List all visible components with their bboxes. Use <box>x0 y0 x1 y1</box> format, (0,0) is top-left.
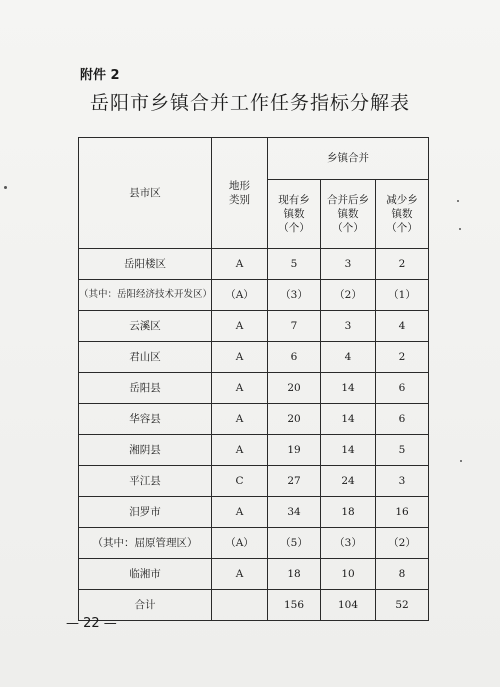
cell-existing: 27 <box>268 466 321 497</box>
cell-reduced: 8 <box>376 559 429 590</box>
table-row <box>79 280 429 311</box>
cell-reduced: 5 <box>376 435 429 466</box>
cell-after: 18 <box>321 497 376 528</box>
cell-existing: 5 <box>268 249 321 280</box>
cell-reduced: 4 <box>376 311 429 342</box>
cell-reduced: 2 <box>376 249 429 280</box>
cell-terrain: （A） <box>212 280 268 311</box>
cell-existing: 20 <box>268 404 321 435</box>
cell-terrain: A <box>212 342 268 373</box>
page-title: 岳阳市乡镇合并工作任务指标分解表 <box>89 92 410 114</box>
cell-after: 14 <box>321 373 376 404</box>
cell-after: 10 <box>321 559 376 590</box>
cell-after: （2） <box>321 280 376 311</box>
cell-county: 湘阴县 <box>79 435 212 466</box>
page-number: — 22 — <box>66 616 117 631</box>
cell-county: 岳阳楼区 <box>79 249 212 280</box>
table-row-total <box>79 590 429 621</box>
cell-terrain: C <box>212 466 268 497</box>
cell-after: 14 <box>321 435 376 466</box>
scan-speck <box>4 186 7 189</box>
table-row <box>79 311 429 342</box>
table-row <box>79 404 429 435</box>
cell-reduced: 52 <box>376 590 429 621</box>
cell-county: 平江县 <box>79 466 212 497</box>
cell-terrain: A <box>212 559 268 590</box>
cell-county: 岳阳县 <box>79 373 212 404</box>
cell-after: 104 <box>321 590 376 621</box>
table-row <box>79 435 429 466</box>
cell-reduced: 2 <box>376 342 429 373</box>
cell-existing: 6 <box>268 342 321 373</box>
cell-terrain: A <box>212 373 268 404</box>
cell-existing: 20 <box>268 373 321 404</box>
cell-existing: 7 <box>268 311 321 342</box>
header-county: 县市区 <box>79 138 212 249</box>
cell-county: （其中：岳阳经济技术开发区） <box>79 280 212 311</box>
cell-county: 君山区 <box>79 342 212 373</box>
table-row <box>79 249 429 280</box>
cell-existing: （3） <box>268 280 321 311</box>
cell-terrain: （A） <box>212 528 268 559</box>
task-allocation-table <box>78 137 429 621</box>
cell-reduced: 16 <box>376 497 429 528</box>
cell-county: 云溪区 <box>79 311 212 342</box>
cell-existing: 34 <box>268 497 321 528</box>
cell-reduced: （2） <box>376 528 429 559</box>
table-row <box>79 466 429 497</box>
cell-after: （3） <box>321 528 376 559</box>
cell-reduced: 6 <box>376 373 429 404</box>
cell-terrain: A <box>212 497 268 528</box>
scan-speck <box>457 200 459 202</box>
cell-reduced: （1） <box>376 280 429 311</box>
table-row <box>79 373 429 404</box>
table-row <box>79 497 429 528</box>
cell-terrain: A <box>212 249 268 280</box>
cell-reduced: 6 <box>376 404 429 435</box>
cell-existing: （5） <box>268 528 321 559</box>
cell-county: 临湘市 <box>79 559 212 590</box>
cell-terrain: A <box>212 435 268 466</box>
cell-after: 3 <box>321 249 376 280</box>
header-existing: 现有乡镇数（个） <box>268 180 321 249</box>
cell-existing: 156 <box>268 590 321 621</box>
table-row <box>79 528 429 559</box>
scan-speck <box>460 460 462 462</box>
table-row <box>79 342 429 373</box>
cell-terrain <box>212 590 268 621</box>
cell-county: 汨罗市 <box>79 497 212 528</box>
cell-after: 24 <box>321 466 376 497</box>
cell-reduced: 3 <box>376 466 429 497</box>
cell-existing: 18 <box>268 559 321 590</box>
header-after-merge: 合并后乡镇数（个） <box>321 180 376 249</box>
header-reduced: 减少乡镇数（个） <box>376 180 429 249</box>
attachment-label: 附件 2 <box>80 68 120 83</box>
cell-after: 3 <box>321 311 376 342</box>
cell-existing: 19 <box>268 435 321 466</box>
cell-terrain: A <box>212 404 268 435</box>
cell-county: （其中：屈原管理区） <box>79 528 212 559</box>
header-terrain: 地形类别 <box>212 138 268 249</box>
cell-county: 合计 <box>79 590 212 621</box>
cell-after: 14 <box>321 404 376 435</box>
cell-terrain: A <box>212 311 268 342</box>
cell-county: 华容县 <box>79 404 212 435</box>
cell-after: 4 <box>321 342 376 373</box>
scan-speck <box>459 228 461 230</box>
table-row <box>79 559 429 590</box>
header-merge-group: 乡镇合并 <box>268 138 429 180</box>
